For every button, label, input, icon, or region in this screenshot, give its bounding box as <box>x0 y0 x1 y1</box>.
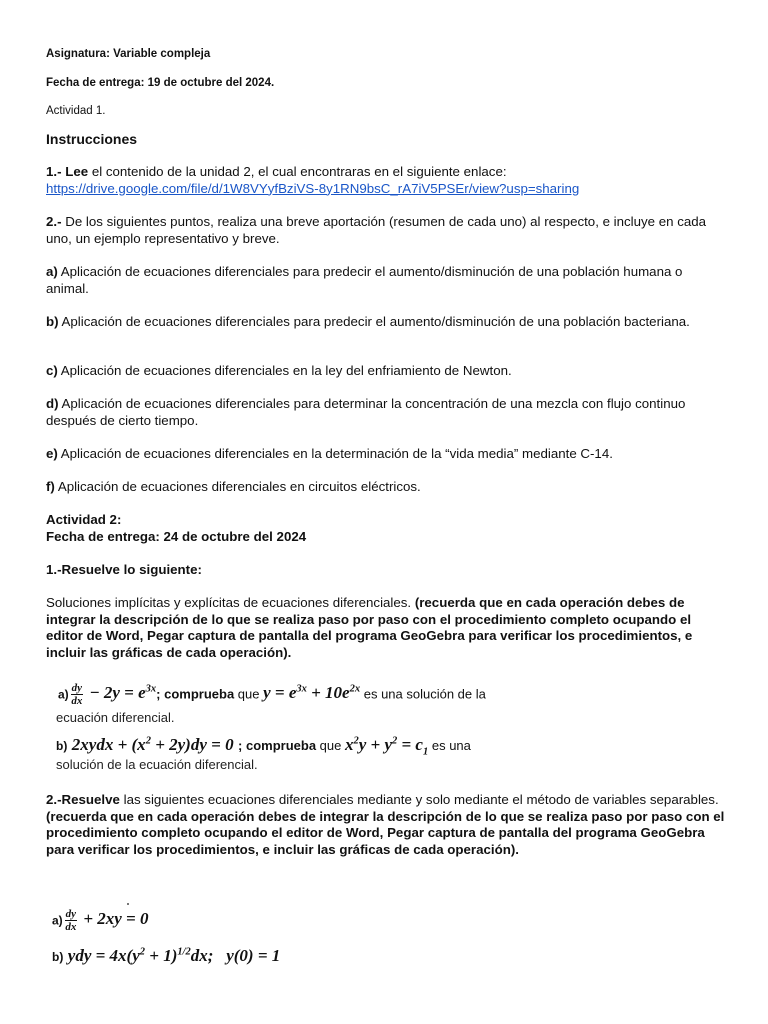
que-text: que <box>316 738 345 753</box>
instruction-1-prefix: 1.- Lee <box>46 164 89 179</box>
equation-label: a) <box>52 913 63 928</box>
instruction-1 <box>46 164 726 197</box>
point-text: Aplicación de ecuaciones diferenciales para predecir el aumento/disminución de una población humana o animal. <box>46 264 683 296</box>
question-1-text: Soluciones implícitas y explícitas de ecuaciones diferenciales. <box>46 595 415 610</box>
point-text: Aplicación de ecuaciones diferenciales para determinar la concentración de una mezcla con flujo continuo después de cierto tiempo. <box>46 396 686 428</box>
activity-2-heading <box>46 512 726 545</box>
equation-2b <box>52 946 732 968</box>
due-date-2: Fecha de entrega: 24 de octubre del 2024 <box>46 528 307 544</box>
activity-1-label: Actividad 1. <box>46 105 106 117</box>
equation-b <box>56 735 736 757</box>
point-letter: d) <box>46 396 59 411</box>
equation-b-math: 2xydx + $(x^2 + 2y)dy = 0$ <box>71 735 234 754</box>
due-date-1: Fecha de entrega: 19 de octubre del 2024. <box>46 77 275 89</box>
equation-label: b) <box>56 739 68 753</box>
point-text: Aplicación de ecuaciones diferenciales en la ley del enfriamiento de Newton. <box>57 363 512 378</box>
equation-a <box>58 682 738 708</box>
question-1-intro <box>46 595 726 661</box>
point-f <box>46 479 726 496</box>
point-letter: c) <box>46 363 58 378</box>
equation-a-math: $\frac{dy}{dx}$ − $2y = e^{3x}$ <box>71 682 157 707</box>
point-c <box>46 363 726 380</box>
stray-dot <box>127 903 129 905</box>
activity-2-title: Actividad 2: <box>46 512 122 527</box>
drive-link[interactable]: https://drive.google.com/file/d/1W8VYyfBziVS-8y1RN9bsC_rA7iV5PSEr/view?usp=sharing <box>46 180 580 196</box>
equation-b-tail: es una <box>428 738 471 753</box>
point-text: Aplicación de ecuaciones diferenciales en circuitos eléctricos. <box>54 479 421 494</box>
question-1-heading: 1.-Resuelve lo siguiente: <box>46 562 202 577</box>
equation-label: a) <box>58 687 69 702</box>
question-2-prefix: 2.-Resuelve <box>46 792 120 807</box>
question-2-bold-note: (recuerda que en cada operación debes de integrar la descripción de lo que se realiza paso por paso con el procedimiento completo ocupando el editor de Word, Pegar captura de pantalla del programa GeoGebra para verificar los procedimientos, e incluir las gráficas de cada operación). <box>46 808 725 857</box>
point-d <box>46 396 726 429</box>
question-2 <box>46 792 726 858</box>
instructions-heading: Instrucciones <box>46 131 138 147</box>
equation-2b-math: ydy = $4x(y^2 + 1)^{1/2}dx$; y(0) = 1 <box>67 946 281 965</box>
equation-2a <box>52 908 732 938</box>
instruction-1-text: el contenido de la unidad 2, el cual encontraras en el siguiente enlace: <box>88 164 507 179</box>
point-e <box>46 446 726 463</box>
question-2-text: las siguientes ecuaciones diferenciales mediante y solo mediante el método de variables separables. <box>119 792 719 807</box>
question-1-bold-note: (recuerda que en cada operación debes de integrar la descripción de lo que se realiza paso por paso con el procedimiento completo ocupando el editor de Word, Pegar captura de pantalla del programa GeoGebra para verificar los procedimientos, e incluir las gráficas de cada operación). <box>46 595 693 660</box>
point-letter: a) <box>46 264 58 279</box>
subject-line: Asignatura: Variable compleja <box>46 48 211 60</box>
equation-b-tail-2: solución de la ecuación diferencial. <box>56 757 258 772</box>
instruction-2-prefix: 2.- <box>46 214 62 229</box>
equation-a-tail-2: ecuación diferencial. <box>56 710 175 725</box>
point-letter: b) <box>46 314 59 329</box>
equation-2a-math: $\frac{dy}{dx}$ + 2xy = 0 <box>65 908 149 933</box>
equation-a-tail: es una solución de la <box>360 686 486 702</box>
point-b <box>46 314 726 331</box>
instruction-2 <box>46 214 726 247</box>
point-letter: e) <box>46 446 58 461</box>
point-text: Aplicación de ecuaciones diferenciales en la determinación de la “vida media” mediante C-14. <box>57 446 613 461</box>
equation-label: b) <box>52 950 64 964</box>
point-text: Aplicación de ecuaciones diferenciales para predecir el aumento/disminución de una población bacteriana. <box>58 314 690 329</box>
check-label: ; comprueba <box>238 738 317 753</box>
equation-b-solution: $x^2y + y^2 = c_1$ <box>344 735 429 758</box>
equation-a-solution: $y = e^{3x} + 10e^{2x}$ <box>263 683 361 703</box>
point-a <box>46 264 726 297</box>
instruction-2-text: De los siguientes puntos, realiza una breve aportación (resumen de cada uno) al respecto, e incluye en cada uno, un ejemplo representativo y breve. <box>46 214 707 246</box>
point-letter: f) <box>46 479 55 494</box>
que-text: que <box>234 686 264 702</box>
check-label: ; comprueba <box>156 686 235 702</box>
